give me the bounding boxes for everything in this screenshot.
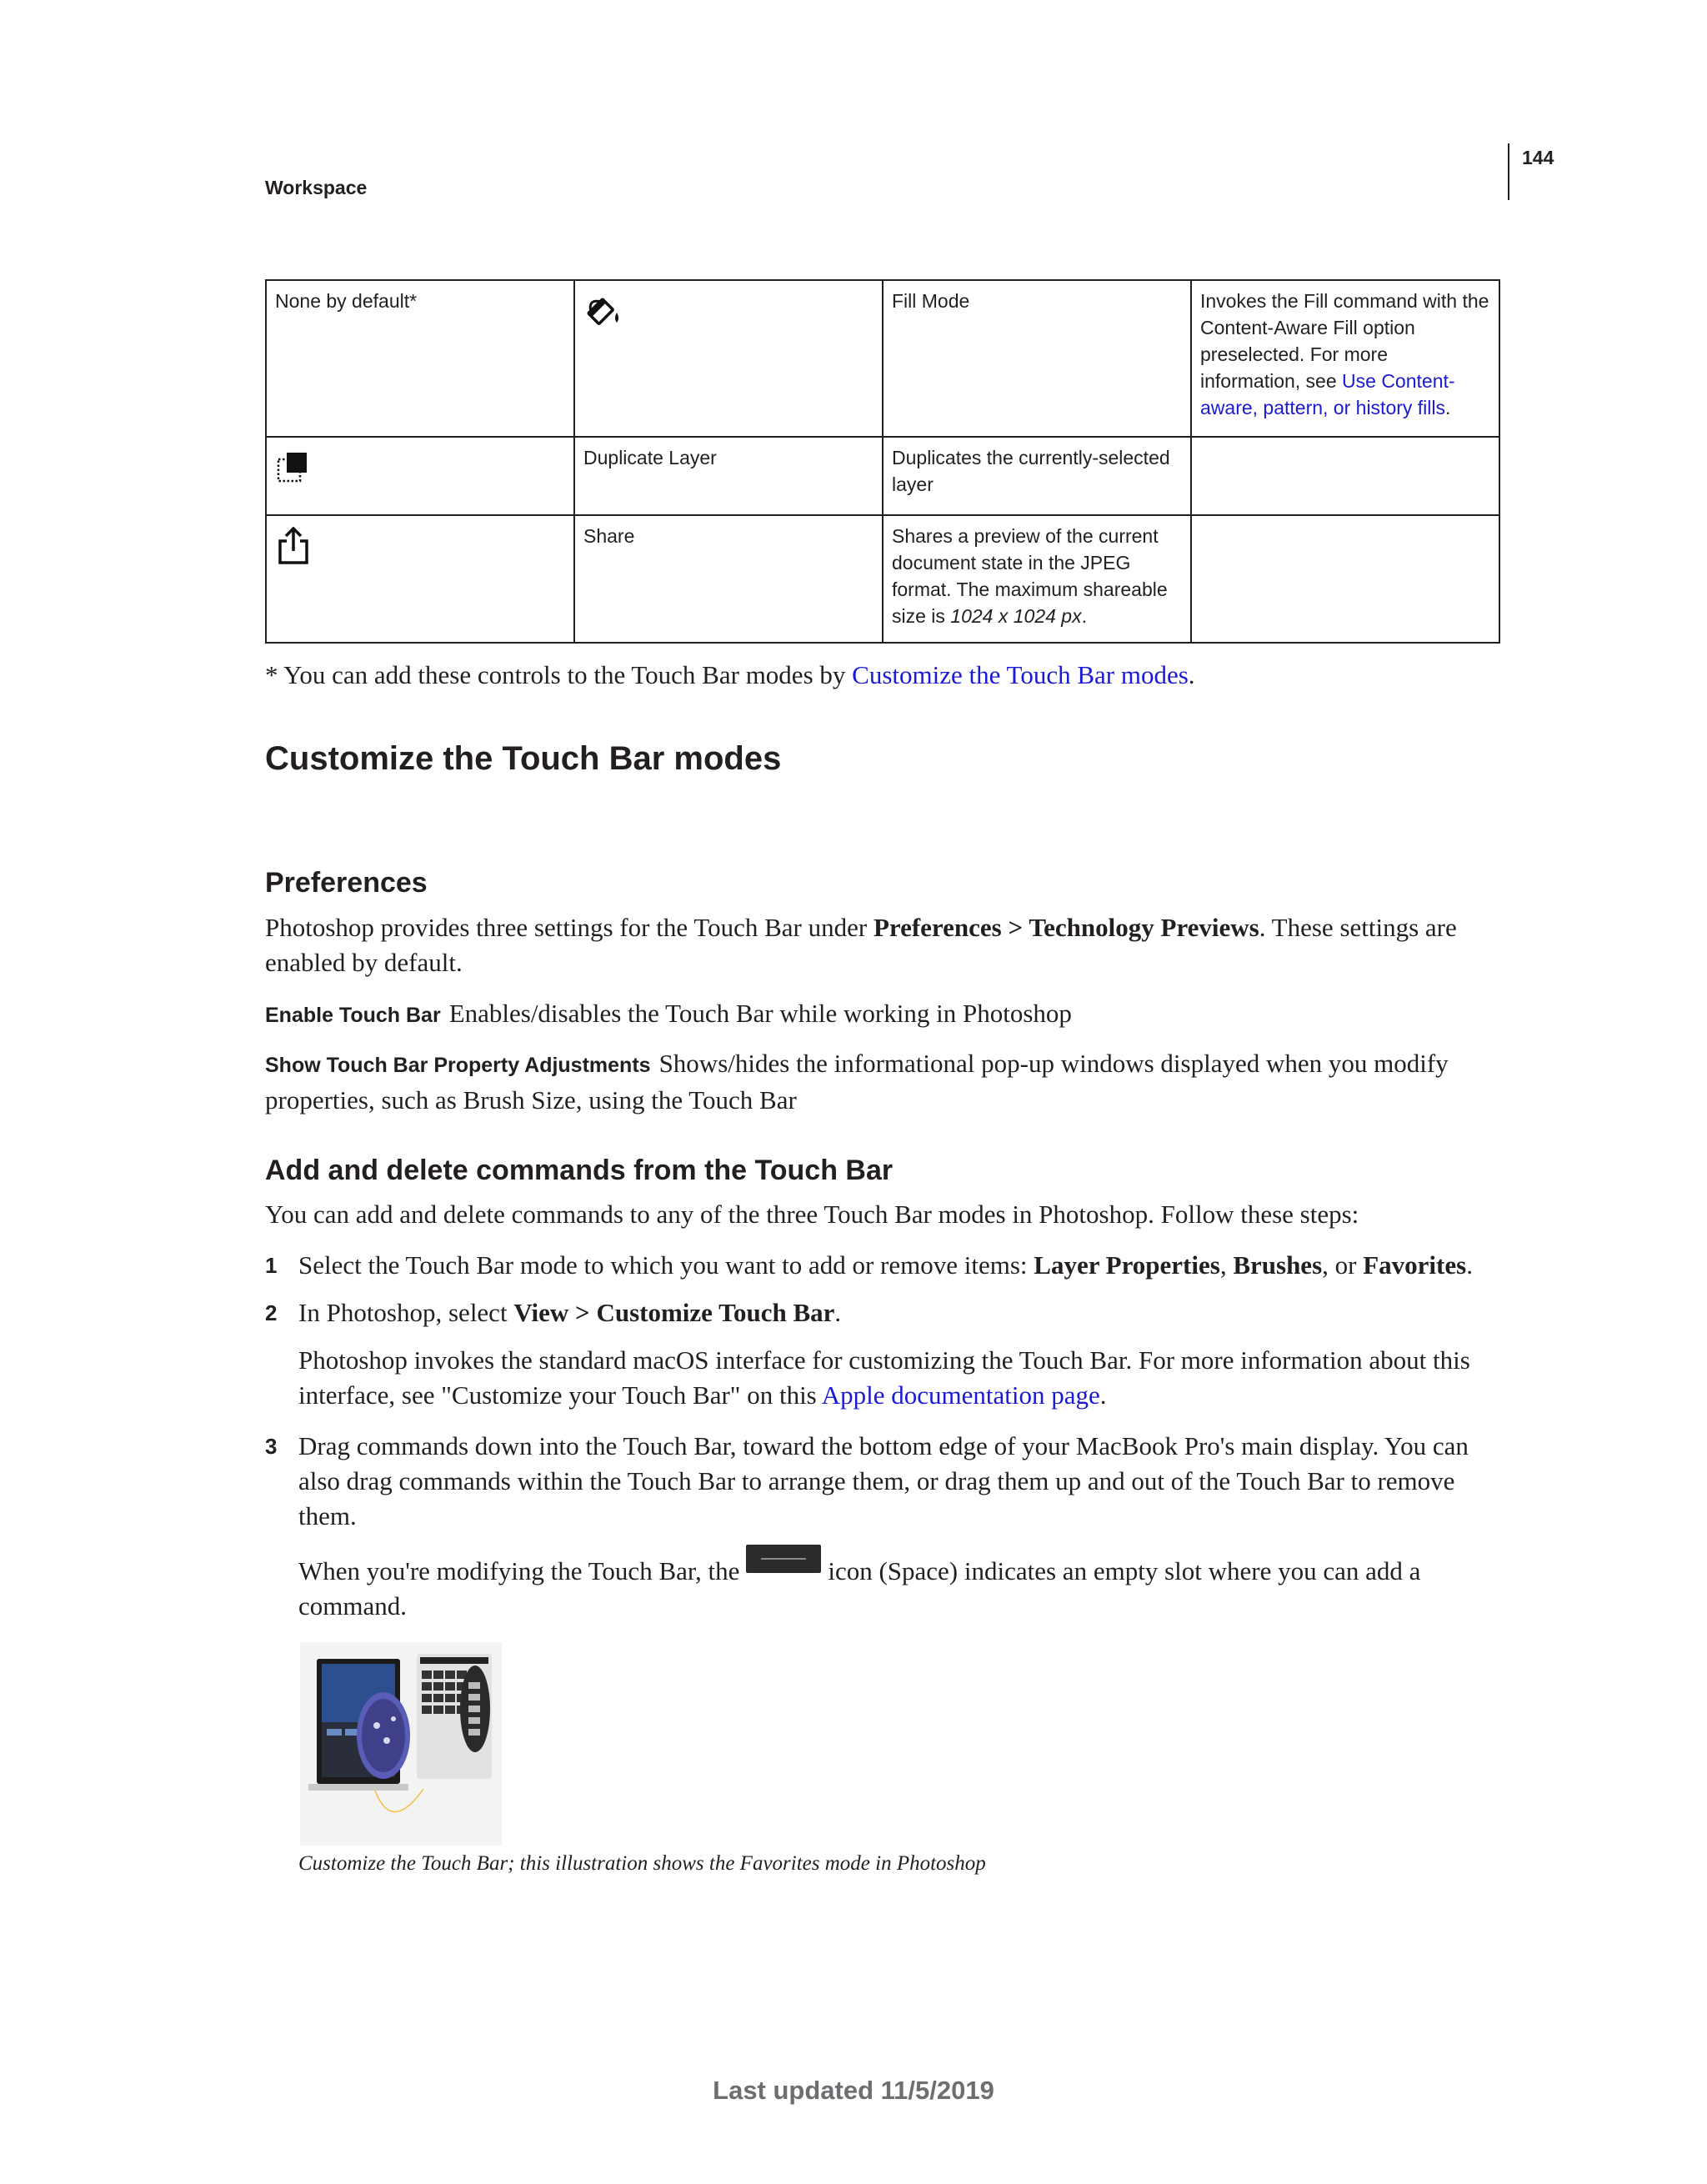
- table-cell: Invokes the Fill command with the Content-Aware Fill option preselected. For more information, see Use Content-aware, pattern, or history fills.: [1191, 280, 1499, 437]
- touch-bar-illustration: [300, 1642, 502, 1846]
- step-text: Drag commands down into the Touch Bar, toward the bottom edge of your MacBook Pro's main display. You can also drag commands within the Touch Bar to arrange them, or drag them up and out of the Touch Bar to remove them.: [298, 1431, 1469, 1530]
- customize-modes-link[interactable]: Customize the Touch Bar modes: [852, 660, 1189, 689]
- step-3-note: When you're modifying the Touch Bar, the icon (Space) indicates an empty slot where you can add a command.: [298, 1545, 1500, 1624]
- add-delete-heading: Add and delete commands from the Touch Bar: [265, 1155, 894, 1186]
- content-aware-fill-link[interactable]: Use Content-aware, pattern, or history fills: [1200, 370, 1455, 418]
- space-icon: [746, 1545, 821, 1573]
- figure-caption: Customize the Touch Bar; this illustration shows the Favorites mode in Photoshop: [298, 1852, 986, 1875]
- preferences-heading: Preferences: [265, 867, 428, 899]
- step-text: In Photoshop, select View > Customize Touch Bar.: [298, 1298, 842, 1327]
- table-cell: [574, 280, 883, 437]
- step-2-note: Photoshop invokes the standard macOS interface for customizing the Touch Bar. For more information about this interface, see "Customize your Touch Bar" on this Apple documentation page.: [298, 1345, 1470, 1410]
- header-rule: [1508, 143, 1509, 200]
- table-cell: Fill Mode: [883, 280, 1191, 437]
- paint-bucket-icon: [583, 291, 623, 331]
- last-updated-footer: Last updated 11/5/2019: [713, 2076, 994, 2105]
- macbook-touch-bar-illustration: [300, 1642, 502, 1846]
- share-icon: [275, 526, 312, 566]
- table-cell: Duplicates the currently-selected layer: [883, 437, 1191, 515]
- duplicate-layer-icon: [275, 448, 312, 484]
- definition-show-property-adjustments: Show Touch Bar Property Adjustments Shows/hides the informational pop-up windows displayed when you modify properties, such as Brush Size, using the Touch Bar: [265, 1049, 1449, 1115]
- table-cell: None by default*: [266, 280, 574, 437]
- step-text: Select the Touch Bar mode to which you want to add or remove items: Layer Properties, Brushes, or Favorites.: [298, 1250, 1473, 1280]
- preferences-paragraph: Photoshop provides three settings for the Touch Bar under Preferences > Technology Previews. These settings are enabled by default.: [265, 913, 1457, 977]
- table-row: [266, 515, 1499, 643]
- table-cell: [266, 437, 574, 515]
- table-cell: [1191, 437, 1499, 515]
- table-cell: [1191, 515, 1499, 643]
- definition-enable-touch-bar: Enable Touch Bar Enables/disables the Touch Bar while working in Photoshop: [265, 999, 1072, 1028]
- apple-documentation-link[interactable]: Apple documentation page: [821, 1380, 1100, 1410]
- add-delete-intro: You can add and delete commands to any of the three Touch Bar modes in Photoshop. Follow these steps:: [265, 1200, 1359, 1229]
- table-footnote: * You can add these controls to the Touch Bar modes by Customize the Touch Bar modes.: [265, 660, 1195, 689]
- step-number: 1: [265, 1253, 278, 1278]
- table-cell: Duplicate Layer: [574, 437, 883, 515]
- section-title: Customize the Touch Bar modes: [265, 740, 782, 777]
- table-row: [266, 437, 1499, 515]
- step-number: 3: [265, 1434, 278, 1459]
- page-number: 144: [1522, 147, 1554, 168]
- table-cell: Share: [574, 515, 883, 643]
- table-cell: Shares a preview of the current document state in the JPEG format. The maximum shareable size is 1024 x 1024 px.: [883, 515, 1191, 643]
- table-row: [266, 280, 1499, 437]
- running-head: Workspace: [265, 177, 368, 198]
- step-number: 2: [265, 1300, 278, 1325]
- table-cell: [266, 515, 574, 643]
- touchbar-controls-table: [265, 279, 1500, 644]
